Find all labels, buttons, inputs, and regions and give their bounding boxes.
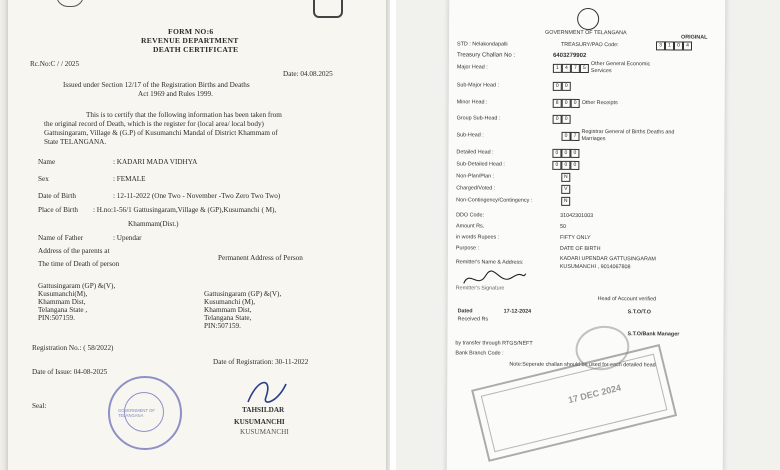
tahsildar-office: KUSUMANCHI	[234, 418, 285, 426]
sex-value: : FEMALE	[113, 175, 146, 183]
name-label: Name	[38, 158, 56, 166]
amount-value: 50	[560, 223, 567, 230]
words-label: in words Rupees :	[455, 234, 500, 241]
death-certificate-page: FORM NO:6 REVENUE DEPARTMENT DEATH CERTIFICATE Rc.No:C / / 2025 Date: 04.08.2025 Issued under Section 12/17 of the Registration Births and Deaths Act 1969 and Rules 1999. This is to certify that the following information has been taken from the original record of Death, which is the register for (local area/ local body) Gattusingaram, Village & (G.P) of Kusumanchi Mandal of District Khammam of State TELANGANA. Name : KADARI MADA VIDHYA Sex : FEMALE Date of Birth : 12-11-2022 (One Two - November -Two Zero Two Two) Place of Birth : H.no:1-56/1 Gattusingaram,Village & (GP),Kusumanchi ( M), Khammam(Dist.) Name of Father : Upendar Address of the parents at The time of Death of person Permanent Address of Person Gattusingaram (GP) &(V), Kusumanchi(M), Khammam Dist, Telangana State , PIN:507159. Gattusingaram (GP) &(V), Kusumanchi (M), Khammam Dist, Telangana State, PIN:507159. Registration No.: ( 58/2022) Date of Registration: 30-11-2022 Date of Issue: 04-08-2025 Seal: GOVERNMENT OF TELANGANA TAHSILDAR KUSUMANCHI KUSUMANCHI	[8, 0, 386, 470]
treasury-label: TREASURY/PAO Code:	[560, 41, 619, 49]
note-text: Note:Seperate challan should be used for each detailed head	[509, 361, 656, 369]
received-label: Received Rs	[457, 316, 489, 323]
place-label: Place of Birth	[38, 206, 78, 214]
certify-line-2: the original record of Death, which is the register for (local area/ local body)	[44, 120, 264, 128]
row-label: Sub-Head :	[456, 132, 484, 139]
govt-name: GOVERNMENT OF TELANGANA	[545, 29, 627, 37]
certify-line-3: Gattusingaram, Village & (G.P) of Kusumanchi Mandal of District Khammam of	[44, 129, 278, 137]
emblem-logo	[56, 0, 84, 7]
purpose-label: Purpose :	[455, 245, 480, 252]
sto-bank-label: S.T.O/Bank Manager	[627, 331, 680, 338]
purpose-value: DATE OF BIRTH	[559, 245, 601, 253]
form-no: FORM NO:6	[168, 27, 214, 36]
registration-date: Date of Registration: 30-11-2022	[213, 358, 309, 366]
issue-date: Date of Issue: 04-08-2025	[32, 368, 108, 376]
seal-label: Seal:	[32, 402, 47, 410]
remitter-value-2: KUSUMANCHI , 9014067808	[559, 263, 631, 271]
certify-line-1: This is to certify that the following information has been taken from	[86, 111, 282, 119]
issued-line-1: Issued under Section 12/17 of the Registration Births and Deaths	[63, 81, 250, 89]
row-desc: Other General Economic Services	[590, 61, 651, 75]
tahsildar-office-sub: KUSUMANCHI	[240, 428, 289, 436]
father-value: : Upendar	[113, 234, 142, 242]
dob-value: : 12-11-2022 (One Two - November -Two Zero Two Two)	[113, 192, 281, 200]
sex-label: Sex	[38, 175, 49, 183]
ddo-label: DDO Code:	[456, 212, 484, 219]
digital-logo	[313, 0, 343, 18]
challan-no-value: 6403279902	[552, 52, 587, 59]
seal-text: GOVERNMENT OF TELANGANA	[118, 408, 155, 418]
cert-date: Date: 04.08.2025	[283, 70, 333, 78]
telangana-emblem	[577, 8, 599, 30]
parents-address-label-1: Address of the parents at	[38, 247, 110, 255]
row-label: Charged/Voted :	[456, 185, 496, 192]
treasury-challan-photo	[396, 0, 780, 470]
issued-line-2: Act 1969 and Rules 1999.	[138, 90, 213, 98]
dated-label: Dated	[457, 308, 473, 315]
row-label: Non-Contingency/Contingency :	[456, 197, 533, 204]
row-desc: Registrar General of Births Deaths and Marriages	[581, 128, 675, 143]
certify-line-4: State TELANGANA.	[44, 138, 107, 146]
place-value: : H.no:1-56/1 Gattusingaram,Village & (GP),Kusumanchi ( M),	[93, 206, 277, 214]
remitter-signature-label: Remitter's Signature	[455, 285, 505, 292]
bank-branch-label: Bank Branch Code :	[455, 350, 504, 357]
father-label: Name of Father	[38, 234, 84, 242]
row-label: Sub-Major Head :	[456, 82, 500, 89]
dob-label: Date of Birth	[38, 192, 76, 200]
amount-label: Amount Rs.	[456, 223, 485, 230]
name-value: : KADARI MADA VIDHYA	[113, 158, 198, 166]
head-verified: Head of Account verified	[597, 296, 657, 303]
certificate-title: DEATH CERTIFICATE	[153, 45, 239, 54]
std-label: STD : Nelakondapalli	[456, 41, 508, 48]
remitter-label: Remitter's Name & Address:	[455, 259, 524, 266]
sto-label: S.T.O/T.O	[627, 309, 651, 316]
department: REVENUE DEPARTMENT	[141, 36, 239, 45]
ref-no: Rc.No:C / / 2025	[30, 60, 80, 68]
stamp-date: 17 DEC 2024	[567, 382, 623, 406]
place-value-2: Khammam(Dist.)	[128, 220, 179, 228]
rtgs-label: by transfer through RTGS/NEFT	[455, 340, 533, 347]
parents-address-label-2: The time of Death of person	[38, 260, 120, 268]
row-label: Major Head :	[456, 64, 488, 71]
treasury-challan-page: GOVERNMENT OF TELANGANA ORIGINAL STD : Nelakondapalli TREASURY/PAO Code: 3 1 0 4 Treasury Challan No : 6403279902 Major Head : 1 4 7 5 Other General Economic Services Sub-Major Head : 0 0 Minor Head : 8 0 0 Other Receipts Group Sub-Head : 0 0 Sub-Head : 0 7 Registrar General of Births Deaths and Marriages Detailed Head : 0 0 0 Sub-Detailed Head : 0 0 0 Non-Plan/Plan : N Charged/Voted : V Non-Contingency/Contingency : N DDO Code: 31042301003 Amount Rs. 50 in words Rupees : FIFTY ONLY Purpose : DATE OF BIRTH Remitter's Name & Address: KADARI UPENDAR GATTUSINGARAM KUSUMANCHI , 9014067808 Remitter's Signature Head of Account verified Dated 17-12-2024 S.T.O/T.O Received Rs S.T.O/Bank Manager by transfer through RTGS/NEFT Bank Branch Code : Note:Seperate challan should be used for each detailed head 17 DEC 2024	[447, 0, 726, 470]
original-label: ORIGINAL	[681, 34, 708, 41]
remitter-value-1: KADARI UPENDAR GATTUSINGARAM	[559, 255, 656, 263]
row-label: Minor Head :	[456, 99, 488, 106]
government-seal-stamp	[108, 376, 182, 450]
dated-value: 17-12-2024	[503, 308, 532, 315]
challan-no-label: Treasury Challan No :	[456, 52, 516, 59]
row-label: Non-Plan/Plan :	[456, 173, 495, 180]
ddo-value: 31042301003	[560, 212, 594, 220]
row-desc: Other Receipts	[581, 99, 618, 107]
tahsildar-title: TAHSILDAR	[242, 406, 285, 414]
registration-no: Registration No.: ( 58/2022)	[32, 344, 114, 352]
row-label: Detailed Head :	[456, 149, 494, 156]
row-label: Group Sub-Head :	[456, 115, 501, 122]
permanent-address-label: Permanent Address of Person	[218, 254, 303, 262]
words-value: FIFTY ONLY	[559, 234, 591, 242]
row-label: Sub-Detailed Head :	[456, 161, 505, 168]
